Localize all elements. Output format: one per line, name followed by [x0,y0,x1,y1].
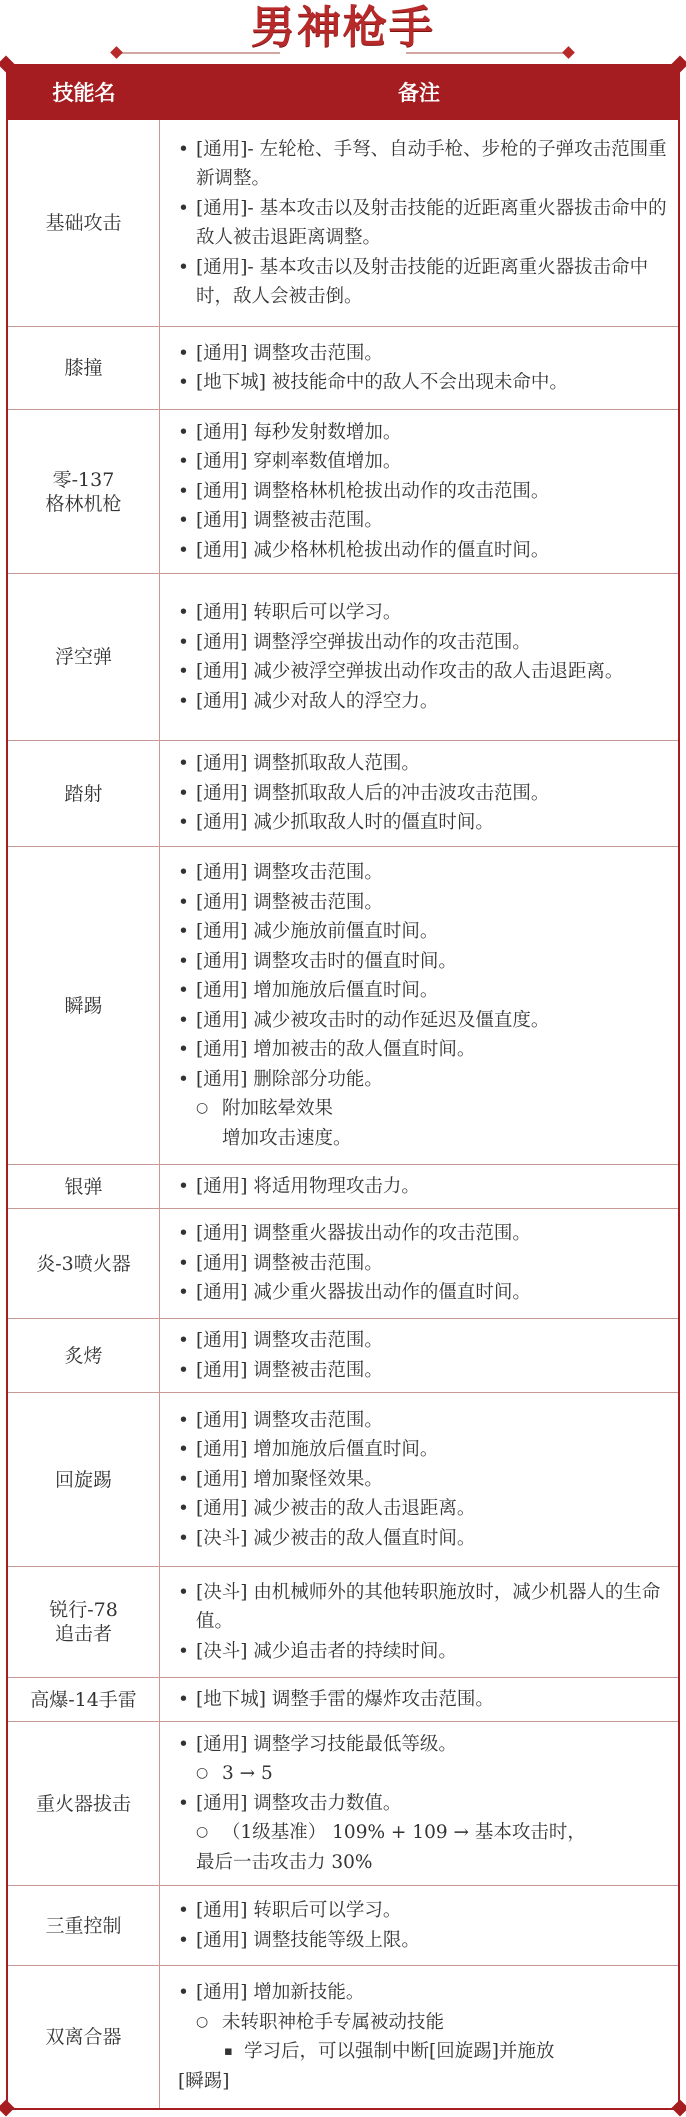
table-row [8,1209,678,1319]
sub-note-item: 增加攻击速度。 [222,1127,352,1149]
title-area [0,0,686,62]
skill-name-line: 格林机枪 [45,492,122,515]
table-row [8,1886,678,1966]
skill-notes [160,1393,678,1566]
skill-notes [160,1678,678,1721]
note-item: • [通用] 减少对敌人的浮空力。 [178,687,668,717]
note-item: • [通用] 调整被击范围。 [178,1356,668,1386]
table-row [8,1165,678,1209]
skill-name: 基础攻击 [8,120,160,326]
note-item: • [通用] 调整浮空弹拔出动作的攻击范围。 [178,628,668,658]
table-row [8,574,678,741]
skill-name: 三重控制 [8,1886,160,1965]
skill-name-line: 追击者 [54,1623,112,1645]
note-item: • [通用]- 基本攻击以及射击技能的近距离重火器拔击命中的敌人被击退距离调整。 [178,194,668,253]
table-row [8,1567,678,1678]
table-row [8,327,678,410]
skill-name: 银弹 [8,1165,160,1208]
note-item: • [通用]- 左轮枪、手弩、自动手枪、步枪的子弹攻击范围重新调整。 [178,135,668,194]
note-item: • [通用]- 基本攻击以及射击技能的近距离重火器拔击命中时，敌人会被击倒。 [178,253,668,312]
note-item: • [通用] 调整被击范围。 [178,888,668,918]
skill-notes [160,327,678,409]
table-row [8,741,678,847]
note-item: • [通用] 减少施放前僵直时间。 [178,917,668,947]
note-item: • [通用] 调整攻击范围。 [178,1406,668,1436]
note-item: • [通用] 减少被击的敌人击退距离。 [178,1494,668,1524]
note-item: • [通用] 调整格林机枪拔出动作的攻击范围。 [178,477,668,507]
skill-notes [160,120,678,326]
skill-notes [160,410,678,573]
skill-notes [160,847,678,1164]
skill-name: 回旋踢 [8,1393,160,1566]
sub-note-item: 最后一击攻击力 30% [196,1851,373,1873]
note-item: • [通用] 减少被浮空弹拔出动作攻击的敌人击退距离。 [178,657,668,687]
skill-notes [160,741,678,846]
skill-name: 浮空弹 [8,574,160,740]
note-item: • [地下城] 调整手雷的爆炸攻击范围。 [178,1685,668,1715]
skill-name [8,1567,160,1677]
skill-name: 高爆-14手雷 [8,1678,160,1721]
note-item: • [通用] 调整攻击范围。 [178,1326,668,1356]
table-row [8,847,678,1165]
note-item: • [通用] 调整被击范围。 [178,506,668,536]
page-title: 男神枪手 [251,2,435,53]
note-item: • [通用] 删除部分功能。 [178,1065,668,1095]
skill-name: 踏射 [8,741,160,846]
note-item: • [通用] 增加施放后僵直时间。 [178,1435,668,1465]
note-item: • [决斗] 减少被击的敌人僵直时间。 [178,1524,668,1554]
note-item: • [通用] 调整抓取敌人范围。 [178,749,668,779]
note-item: • [地下城] 被技能命中的敌人不会出现未命中。 [178,368,668,398]
note-item: • [通用] 增加被击的敌人僵直时间。 [178,1035,668,1065]
skill-notes [160,1319,678,1392]
skill-name-line: 零-137 [52,468,115,491]
note-item: • [通用] 增加聚怪效果。 [178,1465,668,1495]
table-row [8,1319,678,1393]
table-row [8,120,678,327]
skill-name: 瞬踢 [8,847,160,1164]
note-item: • [通用] 调整被击范围。 [178,1249,668,1279]
skill-name: 双离合器 [8,1966,160,2108]
sub-note-item: ○ 附加眩晕效果 [178,1094,668,1124]
note-item: • [通用] 穿刺率数值增加。 [178,447,668,477]
skill-notes [160,574,678,740]
sub-note-item: ○ （1级基准） 109% + 109 → 基本攻击时， [178,1818,668,1848]
skill-notes [160,1722,678,1885]
note-item: • [通用] 增加新技能。 [178,1978,668,2008]
note-item: • [决斗] 由机械师外的其他转职施放时，减少机器人的生命值。 [178,1578,668,1637]
skill-notes [160,1209,678,1318]
note-item: • [通用] 转职后可以学习。 [178,598,668,628]
note-item: • [通用] 调整学习技能最低等级。 [178,1730,668,1760]
table-row [8,410,678,574]
table-row [8,1678,678,1722]
skill-name: 膝撞 [8,327,160,409]
skill-name-line: 锐行-78 [49,1599,118,1621]
skill-notes [160,1165,678,1208]
note-item: • [通用] 减少被攻击时的动作延迟及僵直度。 [178,1006,668,1036]
note-item: • [通用] 调整攻击时的僵直时间。 [178,947,668,977]
note-item: • [通用] 减少重火器拔出动作的僵直时间。 [178,1278,668,1308]
table-row [8,1393,678,1567]
table-row [8,1966,678,2108]
table-header [8,66,678,120]
note-item: • [通用] 每秒发射数增加。 [178,418,668,448]
sub-note-item: ○ 未转职神枪手专属被动技能 [178,2008,668,2038]
note-item: • [通用] 将适用物理攻击力。 [178,1172,668,1202]
note-continuation: [瞬踢] [178,2070,230,2092]
note-item: • [通用] 增加施放后僵直时间。 [178,976,668,1006]
skill-notes [160,1966,678,2108]
skill-name: 炙烤 [8,1319,160,1392]
sub-sub-note-item: ▪ 学习后，可以强制中断[回旋踢]并施放 [178,2037,668,2067]
note-item: • [通用] 调整攻击力数值。 [178,1789,668,1819]
note-item: • [通用] 转职后可以学习。 [178,1896,668,1926]
header-skill-name: 技能名 [52,81,116,105]
skill-name: 炎-3喷火器 [8,1209,160,1318]
note-item: • [通用] 调整攻击范围。 [178,858,668,888]
header-notes: 备注 [398,81,440,105]
note-item: • [通用] 调整攻击范围。 [178,339,668,369]
note-item: • [决斗] 减少追击者的持续时间。 [178,1637,668,1667]
skill-notes [160,1567,678,1677]
table-row [8,1722,678,1886]
skill-name [8,410,160,573]
note-item: • [通用] 调整抓取敌人后的冲击波攻击范围。 [178,779,668,809]
sub-note-item: ○ 3 → 5 [178,1759,668,1789]
skill-name: 重火器拔击 [8,1722,160,1885]
note-item: • [通用] 调整技能等级上限。 [178,1926,668,1956]
note-item: • [通用] 减少抓取敌人时的僵直时间。 [178,808,668,838]
skill-notes [160,1886,678,1965]
note-item: • [通用] 减少格林机枪拔出动作的僵直时间。 [178,536,668,566]
note-item: • [通用] 调整重火器拔出动作的攻击范围。 [178,1219,668,1249]
